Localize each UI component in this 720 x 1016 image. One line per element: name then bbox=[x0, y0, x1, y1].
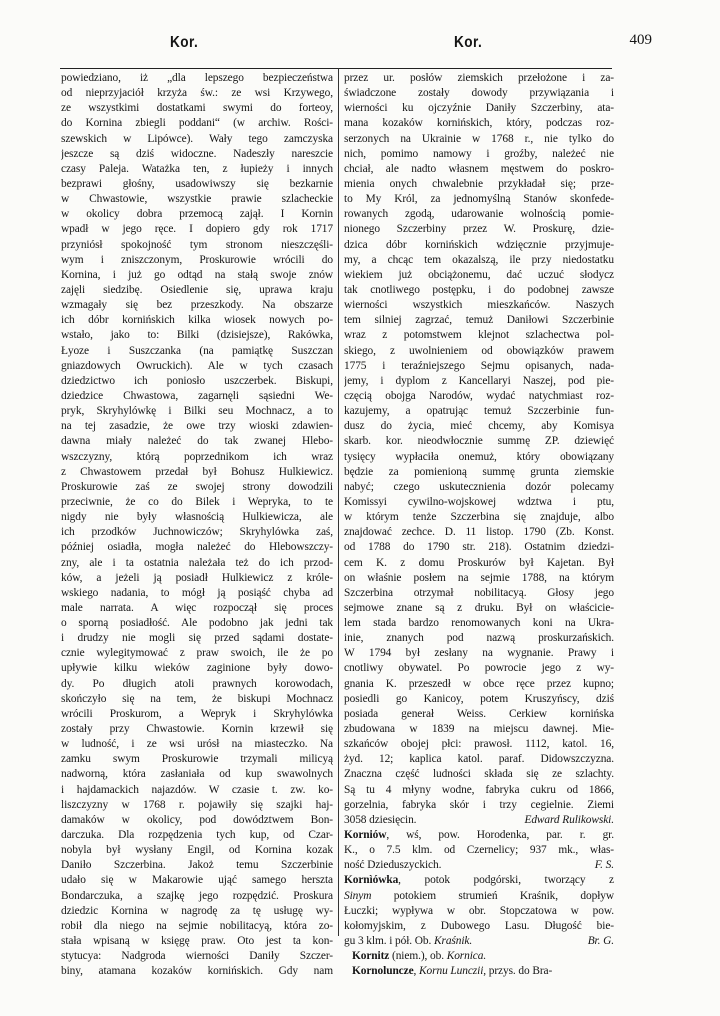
text-line: wskiego nadania, to mógł ją posiąść chyba ad bbox=[61, 586, 333, 599]
entry-text: , potok podgórski, tworzący z bbox=[398, 874, 614, 887]
text-line: częcią obojga Narodów, wydać natychmiast roz- bbox=[344, 389, 614, 402]
text-line: liszczyzny w 1768 r. pojawiły się szajki haj- bbox=[61, 798, 333, 811]
entry-kornitz: Kornitz (niem.), ob. Kornica. bbox=[352, 950, 487, 963]
text-line: Szczerbina otrzymał nobilitacyą. Głosy jego bbox=[344, 586, 614, 599]
text-line: zny, ale i ta ostatnia należała też do ich przod- bbox=[61, 556, 333, 569]
text-line: robił dla niego na sejmie nobilitacyą, która zo- bbox=[61, 919, 333, 932]
page-number: 409 bbox=[629, 32, 652, 48]
text-line: dawna miały należeć do tak zwanej Hlebo- bbox=[61, 435, 333, 448]
text-line: udało się w Makarowie ująć samego herszta bbox=[61, 874, 333, 887]
entry-headword: Kornìówka bbox=[344, 874, 399, 887]
right-column bbox=[344, 71, 614, 979]
entry-kornoluncze: Kornoluncze, Kornu Lunczii, przys. do Bra- bbox=[352, 965, 553, 978]
text-line: wzmagały się bez przeszkody. Na obszarze bbox=[61, 299, 333, 312]
text-line: szewskich w Lipówce). Wały tego zamczyska bbox=[61, 132, 333, 145]
text-line: on właśnie posłem na sejmie 1788, na którym bbox=[344, 571, 614, 584]
text-line: i drudzy nie mogli się przed sądami dostate- bbox=[61, 632, 333, 645]
text-line: w którym tenże Szczerbina się znajduje, albo bbox=[344, 511, 614, 524]
text-line: zajęli siedzibę. Osiedlenie się, uprawa kraju bbox=[61, 283, 333, 296]
entry-korniow bbox=[344, 828, 614, 843]
text-line: kołomyjskim, z Dubowego Lasu. Długość bie- bbox=[344, 919, 614, 932]
header-rule bbox=[60, 68, 612, 69]
text-line: male narrata. A więc rozpoczął się proces bbox=[61, 601, 333, 614]
text-line: kazujemy, a opatrując temuż Szczerbinie fun- bbox=[344, 405, 614, 418]
text-line: powiedziano, iż „dla lepszego bezpieczeństwa bbox=[61, 72, 333, 84]
text-line: tak cnotliwego postępku, i do podobnej zawsze bbox=[344, 283, 614, 296]
author-signature: Edward Rulikowski. bbox=[524, 813, 614, 826]
text-line: Są tu 4 młyny wodne, fabryka cukru od 1866, bbox=[344, 783, 614, 796]
text-line: pryk, Skryhylówkę i Bilki seu Mochnacz, a to bbox=[61, 405, 333, 418]
text-line: znajdować zechce. D. 11 listop. 1790 (Zb. Konst. bbox=[344, 526, 614, 539]
text-line: gu 3 klm. i pół. Ob. Kraśnik. bbox=[344, 935, 473, 948]
text-line: od nieprzyjaciół krzyża św.: ze wsi Krzywego, bbox=[61, 87, 333, 100]
text-line: nabyć; czego uskutecznienia dozór polecamy bbox=[344, 480, 614, 493]
text-line: przyniósł spokojność tym stronom nieszczęśli- bbox=[61, 238, 333, 251]
text-line: skończyło się na tem, że biskupi Mochnacz bbox=[61, 692, 333, 705]
text-line: wym i zniszczonym, Proskurowie wrócili do bbox=[61, 253, 333, 266]
text-line: zostały przy Chwastowie. Kornin krzewił się bbox=[61, 723, 333, 736]
text-line: w Chwastowie, wszystkie prawie szlacheckie bbox=[61, 193, 333, 206]
text-line: wpadł w jego ręce. I dopiero gdy rok 1717 bbox=[61, 223, 333, 236]
text-line: Łuczki; wypływa w obr. Stopczatowa w pow. bbox=[344, 904, 614, 917]
text-line: mienia onych chwalebnie przykładał się; prze- bbox=[344, 177, 614, 190]
text-line: Daniło Szczerbina. Jakoż temu Szczerbinie bbox=[61, 859, 333, 872]
page-header bbox=[60, 30, 652, 56]
text-line: Kornina, i już go odtąd na stałą swoje znów bbox=[61, 268, 333, 281]
text-line: chciał, ale nadto własnem męstwem do poskro- bbox=[344, 162, 614, 175]
text-line: zamku swym Proskurowie trzymali milicyą bbox=[61, 753, 333, 766]
text-line: do Kornina zbiegli poddani“ (w archiw. Rości- bbox=[61, 117, 333, 130]
text-line: cznie wylegitymować z praw swoich, ile że po bbox=[61, 647, 333, 660]
text-line: my, a chcąc tem okazalszą, ile przy niedostatku bbox=[344, 253, 614, 266]
text-line: gniazdowych Owruckich). Ale w tych czasach bbox=[61, 359, 333, 372]
text-line: K., o 7.5 klm. od Czernelicy; 937 mk., włas- bbox=[344, 844, 614, 857]
text-line: w ludność, i ze wsi urósł na miasteczko. Na bbox=[61, 738, 333, 751]
text-line: i hajdamackich najazdów. W czasie t. zw. ko- bbox=[61, 783, 333, 796]
text-line: ze wszystkimi dostatkami swymi do forteoy, bbox=[61, 102, 333, 115]
text-line: ków, a jeżeli ją posiadł Hulkiewicz z króle- bbox=[61, 571, 333, 584]
text-line: Proskurowie zaś ze swojej strony dowodzili bbox=[61, 480, 333, 493]
text-line: stała wpisaną w księgę praw. Oto jest ta kon- bbox=[61, 935, 333, 948]
text-line: żyd. 12; kaplica katol. paraf. Didowszczyzna. bbox=[344, 753, 614, 766]
text-line: biny, atamana kozaków kornińskich. Gdy nam bbox=[61, 965, 333, 978]
text-line: wierności wszystkich mieszkańców. Naszych bbox=[344, 299, 614, 312]
author-initials: F. S. bbox=[594, 859, 614, 872]
text-line: będzie za pomienioną summę grunta ziemskie bbox=[344, 465, 614, 478]
text-line: ich dóbr kornińskich kilka wiosek nowych po- bbox=[61, 314, 333, 327]
text-line: darczuka. Dla rozpędzenia tych kup, od Czar- bbox=[61, 829, 333, 842]
entry-headword: Korniów bbox=[344, 829, 387, 842]
text-line: cem K. z domu Proskurów był Kajetan. Był bbox=[344, 556, 614, 569]
text-line: sejmowe znane są z druku. Był on właścicie- bbox=[344, 601, 614, 614]
text-line: później osiadła, mogła należeć do Hlebowszczy- bbox=[61, 541, 333, 554]
text-line: dziedzice Chwastowa, zagarnęli sąsiedni We- bbox=[61, 389, 333, 402]
text-line: wiekiem już obciążonemu, dać uczuć słodycz bbox=[344, 268, 614, 281]
left-column bbox=[61, 71, 333, 979]
text-line: ność Dzieduszyckich. bbox=[344, 859, 442, 872]
text-line: dziedzic Kornina w nagrodę za tę usługę wy- bbox=[61, 904, 333, 917]
text-line: przeciwnie, że co do Bilek i Wepryka, to te bbox=[61, 495, 333, 508]
text-line: mana kozaków kornińskich, który, podczas roz- bbox=[344, 117, 614, 130]
text-line: zbudowana w 1839 na miejscu dawnej. Mie- bbox=[344, 723, 614, 736]
text-line: upływie kilku wieków zaginione były dowo- bbox=[61, 662, 333, 675]
text-line: nionego Szczerbiny przez W. Proskurę, dzie- bbox=[344, 223, 614, 236]
text-line: tysięcy wypłaciła onemuż, który obowiązany bbox=[344, 450, 614, 463]
text-line: świadczone zostały dowody przywiązania i bbox=[344, 87, 614, 100]
text-line: to My Król, za jednomyślną Stanów skonfede- bbox=[344, 193, 614, 206]
entry-text: , wś, pow. Horodenka, par. r. gr. bbox=[386, 829, 614, 842]
text-line: dusz do życia, mieć chcemy, aby Komisya bbox=[344, 420, 614, 433]
text-line: dzica dóbr kornińskich wdzięcznie przyjmuje- bbox=[344, 238, 614, 251]
text-line: gorzelnia, fabryka skór i trzy cegielnie. Ziemi bbox=[344, 798, 614, 811]
text-line: wstało, jako to: Bilki (dzisiejsze), Rakówka, bbox=[61, 329, 333, 342]
running-head-left: Kor. bbox=[170, 34, 199, 51]
text-line: lem stada bardzo renomowanych koni na Ukra- bbox=[344, 617, 614, 630]
text-line: przez ur. posłów ziemskich przełożone i za- bbox=[344, 72, 614, 84]
text-line: wszczyzny, którą poprzednikom ich wraz bbox=[61, 450, 333, 463]
text-line: Znaczna część ludności składa się ze szlachty. bbox=[344, 768, 614, 781]
text-line: posiedli go Kanicoy, potem Kruszyńscy, dziś bbox=[344, 692, 614, 705]
text-line: rowanych zgodą, udarowanie wolnością pomie- bbox=[344, 208, 614, 221]
text-line: nobyla był wysłany Engil, od Kornina kozak bbox=[61, 844, 333, 857]
text-line: wrócili Proskurom, a Wepryk i Skryhylówka bbox=[61, 707, 333, 720]
text-line: gnania K. przeszedł w obce ręce przez kupno; bbox=[344, 677, 614, 690]
column-divider bbox=[338, 68, 339, 936]
text-line: jeszcze są dziś widoczne. Nadeszły nareszcie bbox=[61, 147, 333, 160]
text-line: Komissyi cywilno-wojskowej wdztwa i ptu, bbox=[344, 495, 614, 508]
text-line: na tej zasadzie, że owe trzy wioski zdawien- bbox=[61, 420, 333, 433]
text-line: Bondarczuka, a szajkę jego rozpędzić. Proskura bbox=[61, 889, 333, 902]
text-line: wierności ku ojczyźnie Daniły Szczerbiny, ata- bbox=[344, 102, 614, 115]
text-line: W 1794 był zesłany na wygnanie. Prawy i bbox=[344, 647, 614, 660]
text-line: o sporną posiadłość. Ale podobno jak jedni tak bbox=[61, 617, 333, 630]
text-line: cnotliwy obywatel. Po powrocie jego z wy- bbox=[344, 662, 614, 675]
entry-korniowka bbox=[344, 873, 614, 888]
text-line: 3058 dziesięcin. bbox=[344, 813, 417, 826]
text-line: Łyoze i Suszczanka (na pamiątkę Suszczan bbox=[61, 344, 333, 357]
text-line: z Chwastowem przedał był Bohusz Hulkiewicz. bbox=[61, 465, 333, 478]
text-line: skarb. kor. nieodwłocznie summę ZP. dziewięć bbox=[344, 435, 614, 448]
text-line: stytucya: Nadgroda wierności Daniły Szczer- bbox=[61, 950, 333, 963]
text-line: szkańców obojej płci: prawosł. 1112, katol. 16, bbox=[344, 738, 614, 751]
text-line: nigdy nie były własnością Hulkiewicza, ale bbox=[61, 511, 333, 524]
text-line: dziedzictwo ich poniosło uszczerbek. Biskupi, bbox=[61, 374, 333, 387]
text-line: jemy, i dyplom z Kancellaryi Naszej, pod pie- bbox=[344, 374, 614, 387]
running-head-right: Kor. bbox=[454, 34, 483, 51]
text-line: czasy Paleja. Watażka ten, z łupieży i innych bbox=[61, 162, 333, 175]
text-line: bezprawi głośny, usadowiwszy się bezkarnie bbox=[61, 177, 333, 190]
text-line: serzonych na Ukrainie w 1768 r., nie tylko do bbox=[344, 132, 614, 145]
text-line: 1775 i teraźniejszego Sejmu opisanych, nada- bbox=[344, 359, 614, 372]
text-line: nich, pomimo namowy i groźby, należeć nie bbox=[344, 147, 614, 160]
text-line: w okolicy dobra przemocą zajął. I Kornin bbox=[61, 208, 333, 221]
text-line: od 1788 do 1790 str. 218). Ostatnim dziedzi- bbox=[344, 541, 614, 554]
text-line: posiada generał Weiss. Cerkiew kornińska bbox=[344, 707, 614, 720]
text-line: nadworną, która zasłaniała od kup swawolnych bbox=[61, 768, 333, 781]
text-line: inie, znanych pod nazwą proskurzańskich. bbox=[344, 632, 614, 645]
text-line: tem silniej zagrzać, temuż Daniłowi Szczerbinie bbox=[344, 314, 614, 327]
text-line: wraz z potomstwem klejnot szlachectwa pol- bbox=[344, 329, 614, 342]
text-line: ich przodków Juchnowiczów; Skryhylówka zaś, bbox=[61, 526, 333, 539]
text-line: dy. Po długich atoli prawnych korowodach, bbox=[61, 677, 333, 690]
text-line: skiego, z uwolnieniem od obowiązków prawem bbox=[344, 344, 614, 357]
author-initials: Br. G. bbox=[587, 935, 614, 948]
text-line: damaków w okolicy, pod dowództwem Bon- bbox=[61, 813, 333, 826]
text-line: Sinym potokiem strumień Kraśnik, dopływ bbox=[344, 889, 614, 902]
